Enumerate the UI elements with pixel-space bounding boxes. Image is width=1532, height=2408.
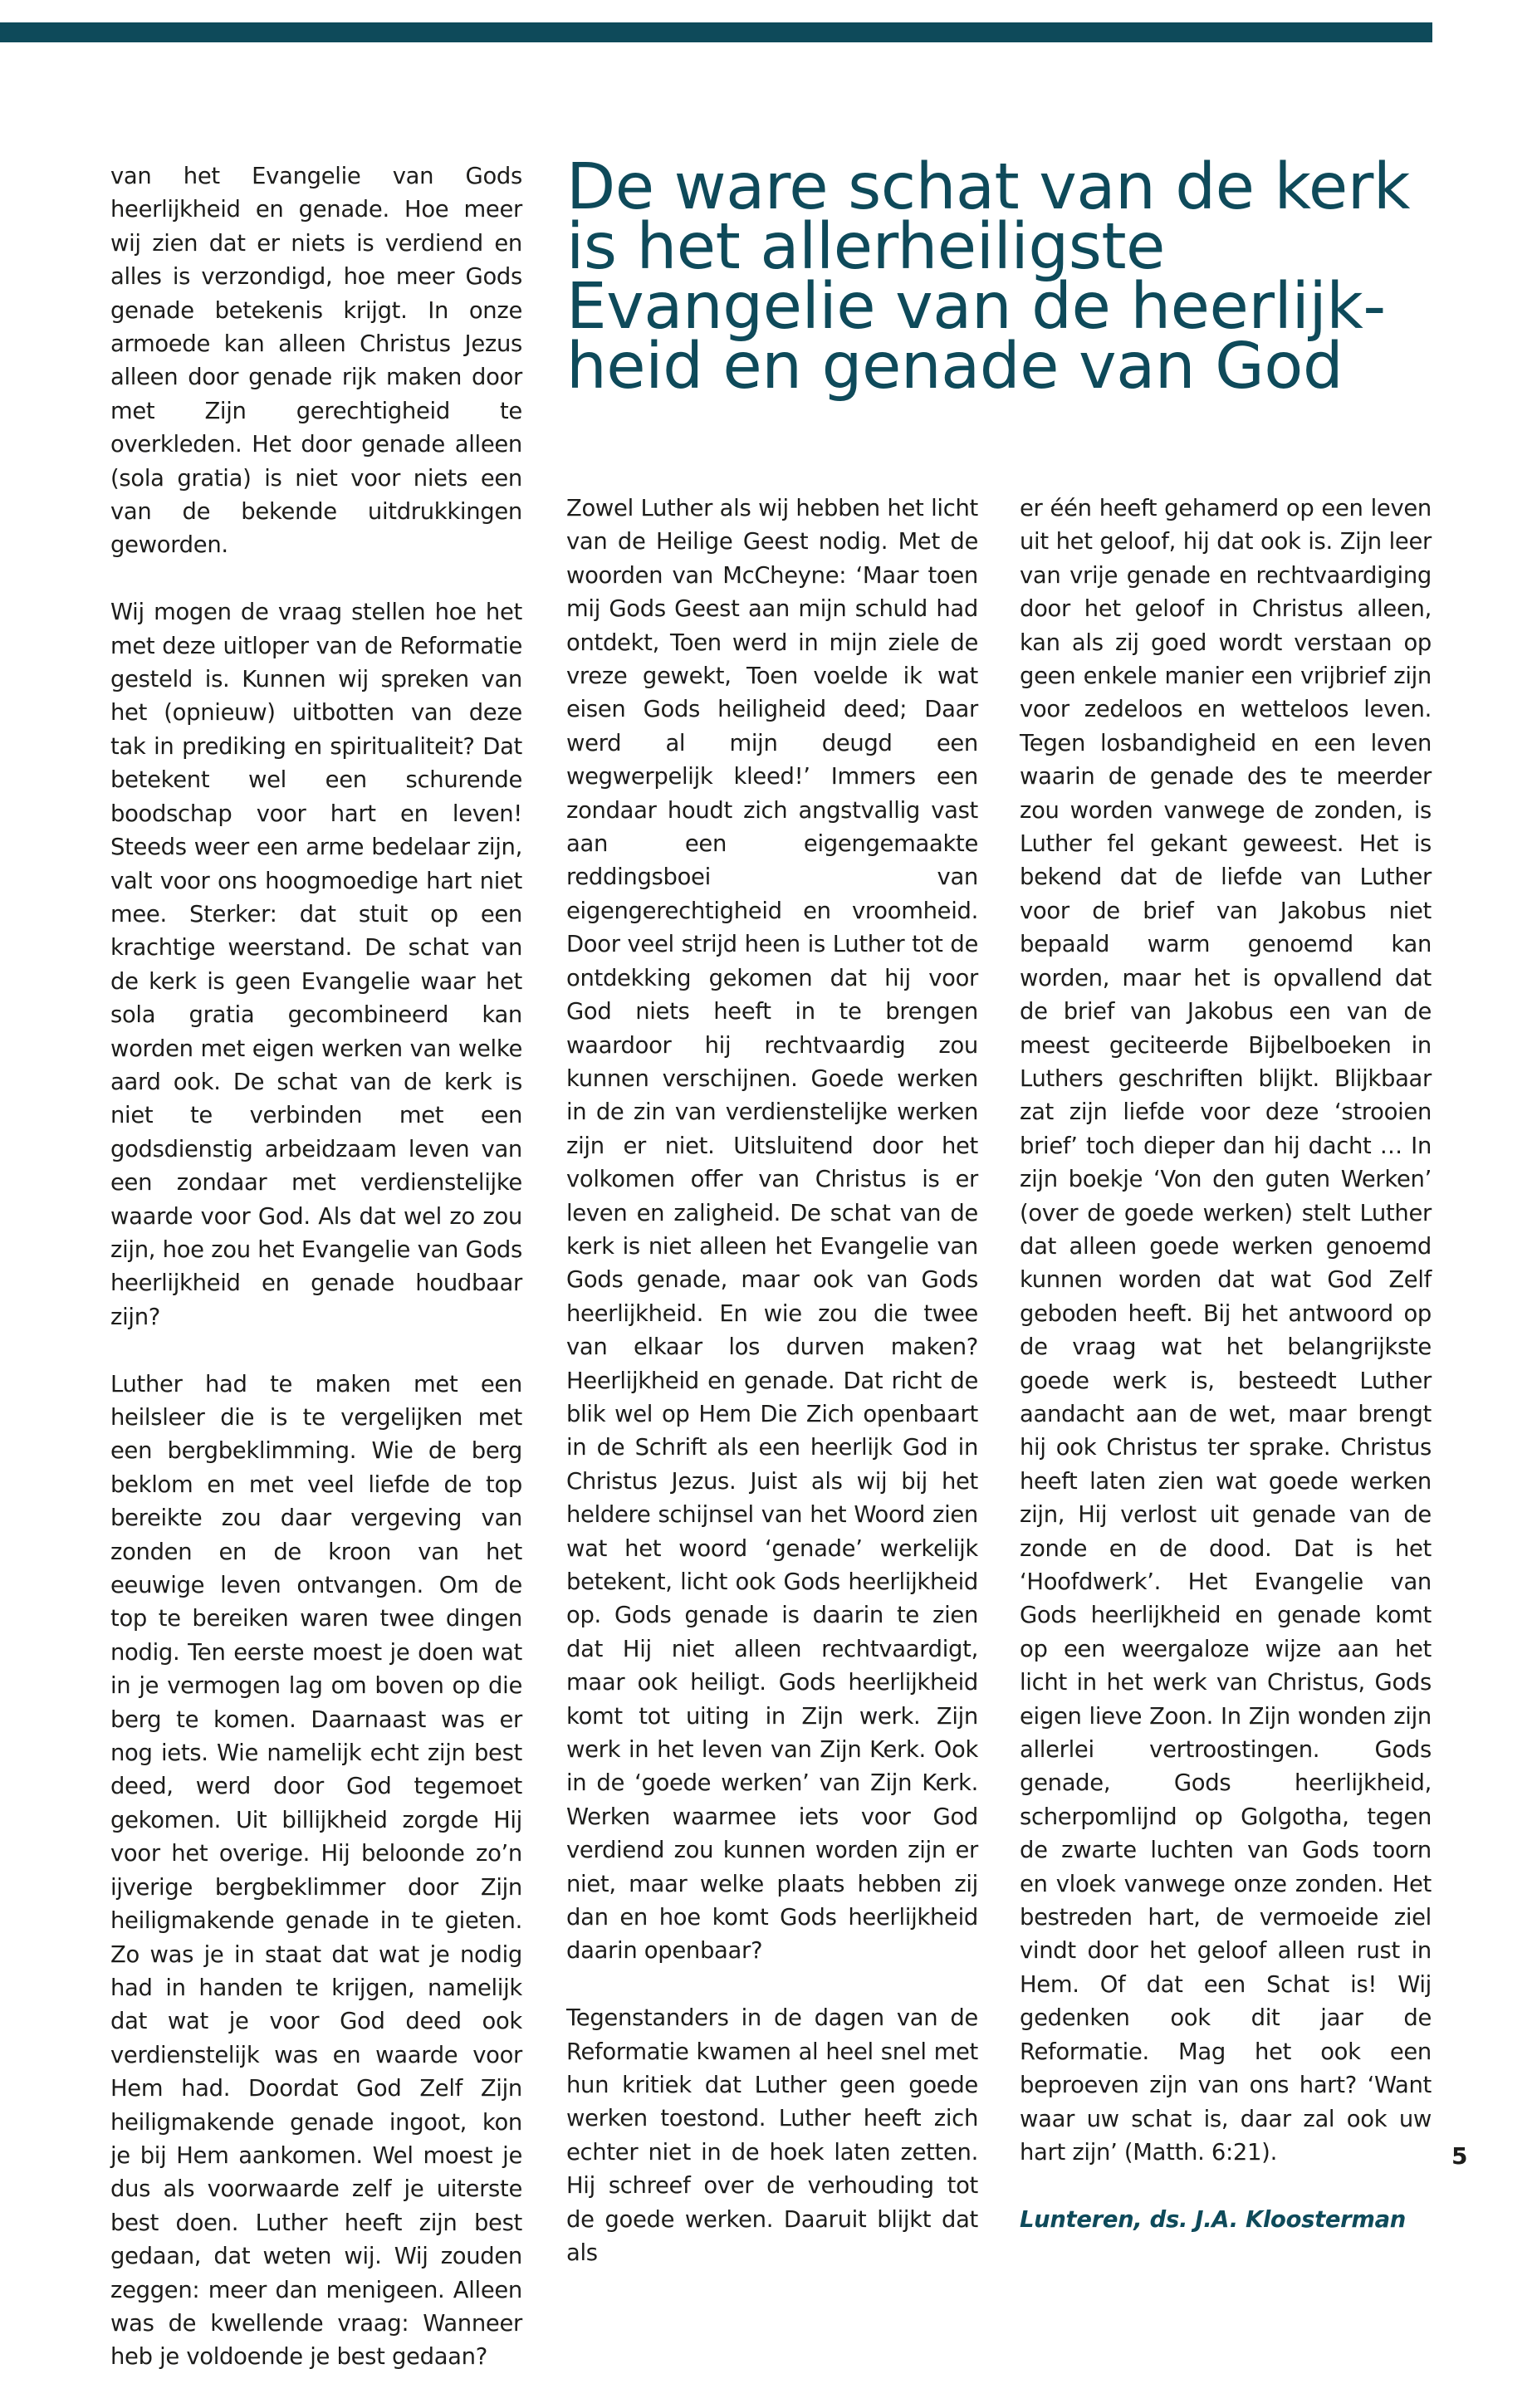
article-column-2 [566, 492, 978, 2304]
article-column-1 [110, 160, 522, 2408]
paragraph: er één heeft gehamerd op een leven uit het geloof, hij dat ook is. Zijn leer van vrije genade en rechtvaardiging door het geloof in Christus alleen, kan als zij goed wordt verstaan op geen enkele manier een vrijbrief zijn voor zedeloos en wetteloos leven. Tegen losbandigheid en een leven waarin de genade des te meerder zou worden vanwege de zonden, is Luther fel gekant geweest. Het is bekend dat de liefde van Luther voor de brief van Jakobus niet bepaald warm genoemd kan worden, maar het is opvallend dat de brief van Jakobus een van de meest geciteerde Bijbelboeken in Luthers geschriften blijkt. Blijkbaar zat zijn liefde voor deze ‘strooien brief’ toch dieper dan hij dacht … In zijn boekje ‘Von den guten Werken’ (over de goede werken) stelt Luther dat alleen goede werken genoemd kunnen worden dat wat God Zelf geboden heeft. Bij het antwoord op de vraag wat het belangrijkste goede werk is, besteedt Luther aandacht aan de wet, maar brengt hij ook Christus ter sprake. Christus heeft laten zien wat goede werken zijn, Hij verlost uit genade van de zonde en de dood. Dat is het ‘Hoofdwerk’. Het Evangelie van Gods heerlijkheid en genade komt op een weergaloze wijze aan het licht in het werk van Christus, Gods eigen lieve Zoon. In Zijn wonden zijn allerlei vertroostingen. Gods genade, Gods heerlijkheid, scherpomlijnd op Golgotha, tegen de zwarte luchten van Gods toorn en vloek vanwege onze zonden. Het bestreden hart, de vermoeide ziel vindt door het geloof alleen rust in Hem. Of dat een Schat is! Wij gedenken ook dit jaar de Reformatie. Mag het ook een beproeven zijn van ons hart? ‘Want waar uw schat is, daar zal ook uw hart zijn’ (Matth. 6:21). [1020, 496, 1432, 2166]
paragraph: Wij mogen de vraag stellen hoe het met deze uitloper van de Reformatie gesteld is. Kunnen wij spreken van het (opnieuw) uitbotten van deze tak in prediking en spiritualiteit? Dat betekent wel een schurende boodschap voor hart en leven! Steeds weer een arme bedelaar zijn, valt voor ons hoogmoedige hart niet mee. Sterker: dat stuit op een krachtige weerstand. De schat van de kerk is geen Evangelie waar het sola gratia gecombineerd kan worden met eigen werken van welke aard ook. De schat van de kerk is niet te verbinden met een godsdienstig arbeidzaam leven van een zondaar met verdienstelijke waarde voor God. Als dat wel zo zou zijn, hoe zou het Evangelie van Gods heerlijkheid en genade houdbaar zijn? [110, 600, 522, 1330]
paragraph: Zowel Luther als wij hebben het licht van de Heilige Geest nodig. Met de woorden van McCheyne: ‘Maar toen mij Gods Geest aan mijn schuld had ontdekt, Toen werd in mijn ziele de vreze gewekt, Toen voelde ik wat eisen Gods heiligheid deed; Daar werd al mijn deugd een wegwerpelijk kleed!’ Immers een zondaar houdt zich angstvallig vast aan een eigengemaakte reddingsboei van eigengerechtigheid en vroomheid. Door veel strijd heen is Luther tot de ontdekking gekomen dat hij voor God niets heeft in te brengen waardoor hij rechtvaardig zou kunnen verschijnen. Goede werken in de zin van verdienstelijke werken zijn er niet. Uitsluitend door het volkomen offer van Christus is er leven en zaligheid. De schat van de kerk is niet alleen het Evangelie van Gods genade, maar ook van Gods heerlijkheid. En wie zou die twee van elkaar los durven maken? Heerlijkheid en genade. Dat richt de blik wel op Hem Die Zich openbaart in de Schrift als een heerlijk God in Christus Jezus. Juist als wij bij het heldere schijnsel van het Woord zien wat het woord ‘genade’ werkelijk betekent, licht ook Gods heerlijkheid op. Gods genade is daarin te zien dat Hij niet alleen rechtvaardigt, maar ook heiligt. Gods heerlijkheid komt tot uiting in Zijn werk. Zijn werk in het leven van Zijn Kerk. Ook in de ‘goede werken’ van Zijn Kerk. Werken waarmee iets voor God verdiend zou kunnen worden zijn er niet, maar welke plaats hebben zij dan en hoe komt Gods heerlijkheid daarin openbaar? [566, 496, 978, 1965]
article-column-3 [1020, 492, 1432, 2271]
page-number: 5 [1451, 2142, 1468, 2170]
author-byline: Lunteren, ds. J.A. Kloosterman [1020, 2206, 1407, 2233]
paragraph: Luther had te maken met een heilsleer die is te vergelijken met een bergbeklimming. Wie de berg beklom en met veel liefde de top bereikte zou daar vergeving van zonden en de kroon van het eeuwige leven ontvangen. Om de top te bereiken waren twee dingen nodig. Ten eerste moest je doen wat in je vermogen lag om boven op die berg te komen. Daarnaast was er nog iets. Wie namelijk echt zijn best deed, werd door God tegemoet gekomen. Uit billijkheid zorgde Hij voor het overige. Hij beloonde zo’n ijverige bergbeklimmer door Zijn heiligmakende genade in te gieten. Zo was je in staat dat wat je nodig had in handen te krijgen, namelijk dat wat je voor God deed ook verdienstelijk was en waarde voor Hem had. Doordat God Zelf Zijn heiligmakende genade ingoot, kon je bij Hem aankomen. Wel moest je dus als voorwaarde zelf je uiterste best doen. Luther heeft zijn best gedaan, dat weten wij. Wij zouden zeggen: meer dan menigeen. Alleen was de kwellende vraag: Wanneer heb je voldoende je best gedaan? [110, 1371, 522, 2371]
paragraph: van het Evangelie van Gods heerlijkheid en genade. Hoe meer wij zien dat er niets is verdiend en alles is verzondigd, hoe meer Gods genade betekenis krijgt. In onze armoede kan alleen Christus Jezus alleen door genade rijk maken door met Zijn gerechtigheid te overkleden. Het door genade alleen (sola gratia) is niet voor niets een van de bekende uitdrukkingen geworden. [110, 164, 522, 559]
paragraph: Tegenstanders in de dagen van de Reformatie kwamen al heel snel met hun kritiek dat Luther geen goede werken toestond. Luther heeft zich echter niet in de hoek laten zetten. Hij schreef over de verhouding tot de goede werken. Daaruit blijkt dat als [566, 2005, 978, 2267]
header-bar [0, 22, 1432, 42]
article-headline: De ware schat van de kerk is het allerheiligste Evangelie van de heerlijk-heid en genade van God [566, 150, 1410, 404]
